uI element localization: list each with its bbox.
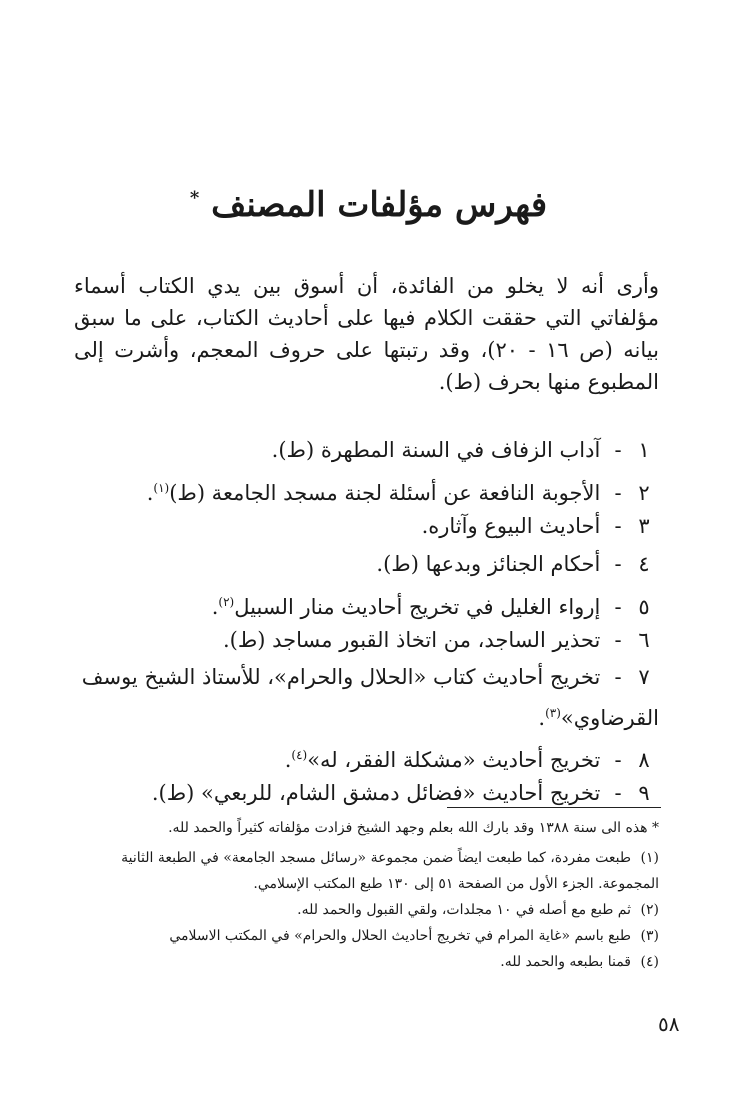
list-item: ١- آداب الزفاف في السنة المطهرة (ط). [271, 438, 650, 462]
footnote-divider [447, 807, 661, 808]
footnote-ref: (١) [153, 481, 170, 495]
footnote-1: (١)طبعت مفردة، كما طبعت ايضاً ضمن مجموعة «رسائل مسجد الجامعة» في الطبعة الثانية المجموعة. الجزء الأول من الصفحة ٥١ إلى ١٣٠ طبع المكتب الإسلامي. [121, 850, 659, 892]
list-item: ٢- الأجوبة النافعة عن أسئلة لجنة مسجد الجامعة (ط)$^{(١)}$. [146, 481, 650, 505]
list-item: ٨- تخريج أحاديث «مشكلة الفقر، له»$^{(٤)}$. [284, 748, 650, 772]
page-number: ٥٨ [658, 1012, 680, 1036]
footnote-ref: (٤) [291, 748, 308, 762]
list-item: ٦- تحذير الساجد، من اتخاذ القبور مساجد (ط). [222, 628, 650, 652]
intro-paragraph [74, 270, 659, 398]
list-item: ٧- تخريج أحاديث كتاب «الحلال والحرام»، للأستاذ الشيخ يوسف القرضاوي»$^{(٣)}$. [81, 665, 659, 730]
footnotes [74, 815, 659, 975]
title-text: فهرس مؤلفات المصنف [211, 185, 548, 225]
list-item: ٩- تخريج أحاديث «فضائل دمشق الشام، للربعي» (ط). [151, 781, 650, 805]
footnote-ref: (٢) [218, 595, 235, 609]
works-list [74, 431, 659, 812]
footnote-ref: (٣) [545, 706, 561, 720]
footnote-3: (٣)طبع باسم «غاية المرام في تخريج أحاديث الحلال والحرام» في المكتب الاسلامي [169, 928, 659, 944]
footnote-2: (٢)ثم طبع مع أصله في ١٠ مجلدات، ولقي القبول والحمد لله. [297, 902, 659, 918]
star-footnote: * هذه الى سنة ١٣٨٨ وقد بارك الله بعلم وجهد الشيخ فزادت مؤلفاته كثيراً والحمد لله. [168, 820, 659, 836]
list-item: ٥- إرواء الغليل في تخريج أحاديث منار السبيل$^{(٢)}$. [211, 595, 650, 619]
list-item: ٤- أحكام الجنائز وبدعها (ط). [376, 552, 650, 576]
page-title [0, 185, 737, 225]
intro-text: وأرى أنه لا يخلو من الفائدة، أن أسوق بين يدي الكتاب أسماء مؤلفاتي التي حققت الكلام فيها على أحاديث الكتاب، على ما سبق بيانه (ص ١٦ - ٢٠)، وقد رتبتها على حروف المعجم، وأشرت إلى المطبوع منها بحرف (ط). [74, 274, 659, 394]
footnote-4: (٤)قمنا بطبعه والحمد لله. [500, 954, 659, 970]
list-item: ٣- أحاديث البيوع وآثاره. [421, 514, 650, 538]
title-mark: * [189, 187, 200, 209]
